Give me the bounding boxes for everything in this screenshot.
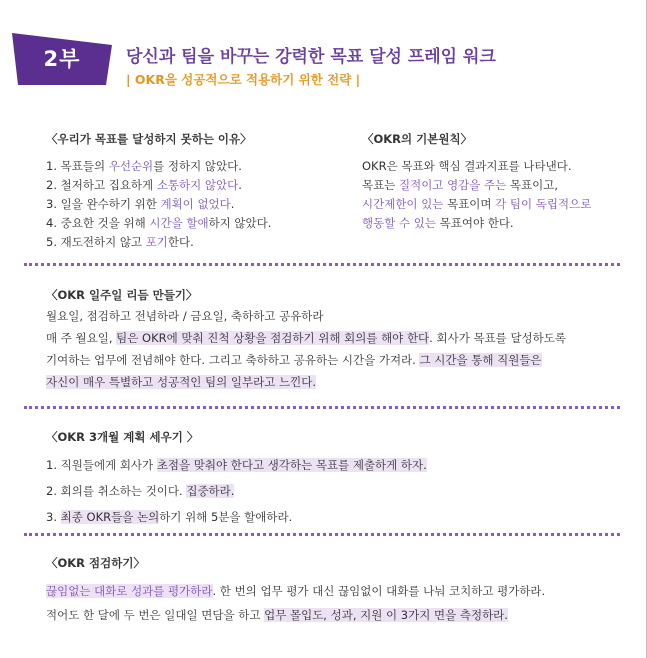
review-line: 끊임없는 대화로 성과를 평가하라. 한 번의 업무 평가 대신 끊임없이 대화를 나눠 코치하고 평가하라. (46, 584, 546, 598)
quarterly-item: 2. 회의를 취소하는 것이다. 집중하라. (46, 484, 235, 498)
basics-section (362, 129, 591, 233)
basics-line: 시간제한이 있는 목표이며 각 팀이 독립적으로 (362, 197, 592, 211)
quarterly-title: 〈OKR 3개월 계획 세우기 〉 (46, 430, 199, 444)
reason-item: 3. 일을 완수하기 위한 계획이 없었다. (46, 197, 235, 211)
quarterly-section (46, 427, 427, 530)
page-title: 당신과 팀을 바꾸는 강력한 목표 달성 프레임 워크 (126, 47, 496, 67)
dotted-divider (24, 263, 620, 266)
reason-item: 1. 목표들의 우선순위를 정하지 않았다. (46, 159, 242, 173)
part-badge-label: 2부 (43, 47, 81, 71)
reason-item: 4. 중요한 것을 위해 시간을 할애하지 않았다. (46, 216, 272, 230)
basics-title: 〈OKR의 기본원칙〉 (362, 132, 473, 146)
dotted-divider (24, 406, 620, 409)
dotted-divider (24, 533, 620, 536)
basics-line: 행동할 수 있는 목표여야 한다. (362, 216, 514, 230)
weekly-title: 〈OKR 일주일 리듬 만들기〉 (46, 288, 198, 302)
review-title: 〈OKR 점검하기〉 (46, 556, 145, 570)
weekly-paragraph-line: 자신이 매우 특별하고 성공적인 팀의 일부라고 느낀다. (46, 375, 316, 389)
weekly-section (46, 285, 566, 393)
reasons-title: 〈우리가 목표를 달성하지 못하는 이유〉 (46, 132, 252, 146)
quarterly-item: 1. 직원들에게 회사가 초점을 맞춰야 한다고 생각하는 목표를 제출하게 하자. (46, 458, 427, 472)
reason-item: 5. 재도전하지 않고 포기한다. (46, 235, 194, 249)
weekly-summary: 월요일, 점검하고 전념하라 / 금요일, 축하하고 공유하라 (46, 309, 324, 323)
review-line: 적어도 한 달에 두 번은 일대일 면담을 하고 업무 몰입도, 성과, 지원 이 3가지 면을 측정하라. (46, 608, 508, 622)
weekly-paragraph-line: 기여하는 업무에 전념해야 한다. 그리고 축하하고 공유하는 시간을 가져라. 그 시간을 통해 직원들은 (46, 353, 542, 367)
reason-item: 2. 철저하고 집요하게 소통하지 않았다. (46, 178, 242, 192)
weekly-paragraph-line: 매 주 월요일, 팀은 OKR에 맞춰 진척 상황을 점검하기 위해 회의를 해야 한다. 회사가 목표를 달성하도록 (46, 331, 566, 345)
page-subtitle: | OKR을 성공적으로 적용하기 위한 전략 | (126, 72, 361, 87)
part-badge (12, 33, 112, 85)
quarterly-item: 3. 최종 OKR들을 논의하기 위해 5분을 할애하라. (46, 510, 293, 524)
reasons-section (46, 129, 271, 252)
review-section (46, 553, 545, 627)
basics-line: 목표는 질적이고 영감을 주는 목표이고, (362, 178, 559, 192)
basics-line: OKR은 목표와 핵심 결과지표를 나타낸다. (362, 159, 572, 173)
